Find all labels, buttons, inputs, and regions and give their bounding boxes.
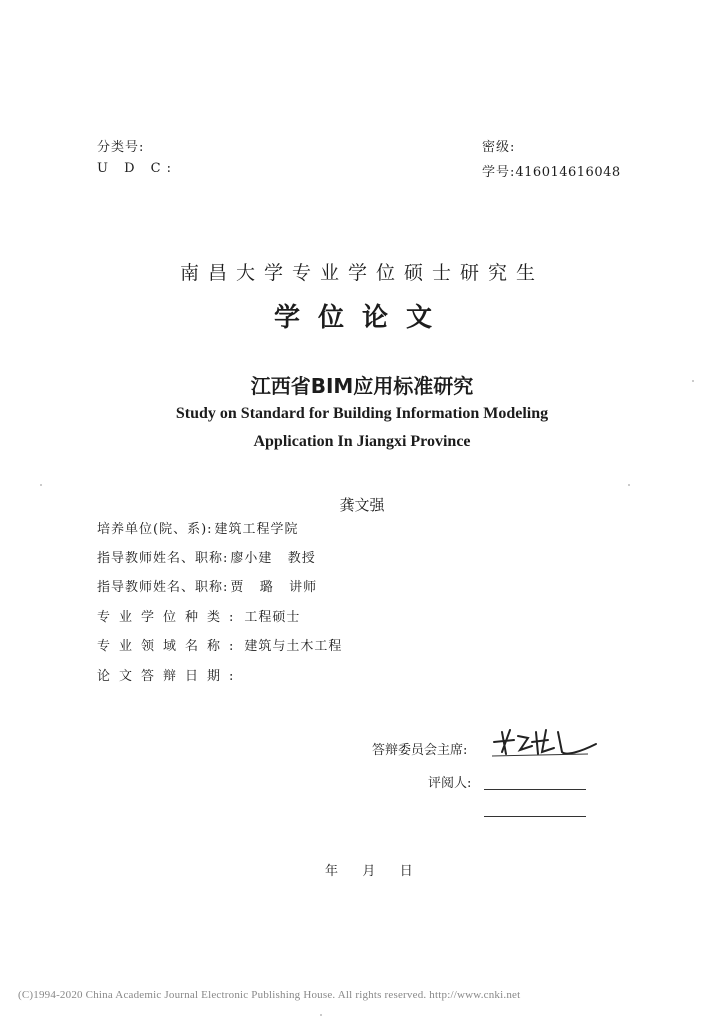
info-value: 建筑与土木工程 <box>244 639 343 654</box>
classification-label: 分类号: <box>97 140 145 155</box>
info-value: 建筑工程学院 <box>214 522 299 537</box>
info-label: 指导教师姓名、职称: <box>97 551 229 566</box>
thesis-title-en-line2: Application In Jiangxi Province <box>253 433 471 450</box>
info-row <box>97 665 244 684</box>
copyright-footer: (C)1994-2020 China Academic Journal Electronic Publishing House. All rights reserved. http://www.cnki.net <box>18 989 521 1001</box>
thesis-title-en-line1: Study on Standard for Building Information Modeling <box>175 405 549 422</box>
info-value: 工程硕士 <box>244 610 301 625</box>
handwritten-signature <box>488 722 600 762</box>
info-label: 论文答辩日期: <box>97 669 243 684</box>
info-row <box>97 606 300 625</box>
info-label: 专业领域名称: <box>97 639 243 654</box>
info-label: 培养单位(院、系): <box>97 522 213 537</box>
student-id-label: 学号: <box>482 165 516 180</box>
info-row <box>97 635 342 654</box>
student-id-row <box>482 161 621 180</box>
reviewer-signature-line-2 <box>484 816 586 817</box>
student-id-value: 416014616048 <box>515 165 621 180</box>
reviewer-label: 评阅人: <box>428 776 472 791</box>
university-line: 南昌大学专业学位硕士研究生 <box>179 262 544 284</box>
thesis-title-cn: 江西省BIM应用标准研究 <box>250 374 474 398</box>
info-row <box>97 547 316 566</box>
committee-chair-label: 答辩委员会主席: <box>372 743 468 758</box>
info-row <box>97 576 317 595</box>
info-label: 指导教师姓名、职称: <box>97 580 229 595</box>
info-value: 贾 璐 讲师 <box>230 580 318 595</box>
secret-level-label: 密级: <box>482 140 516 155</box>
info-value: 廖小建 教授 <box>230 551 316 566</box>
info-row <box>97 518 299 537</box>
author-name: 龚文强 <box>339 496 385 514</box>
degree-title: 学位论文 <box>273 303 450 333</box>
info-label: 专业学位种类: <box>97 610 243 625</box>
udc-label: U D C: <box>97 161 177 176</box>
reviewer-signature-line <box>484 789 586 790</box>
date-line: 年 月 日 <box>325 864 416 879</box>
